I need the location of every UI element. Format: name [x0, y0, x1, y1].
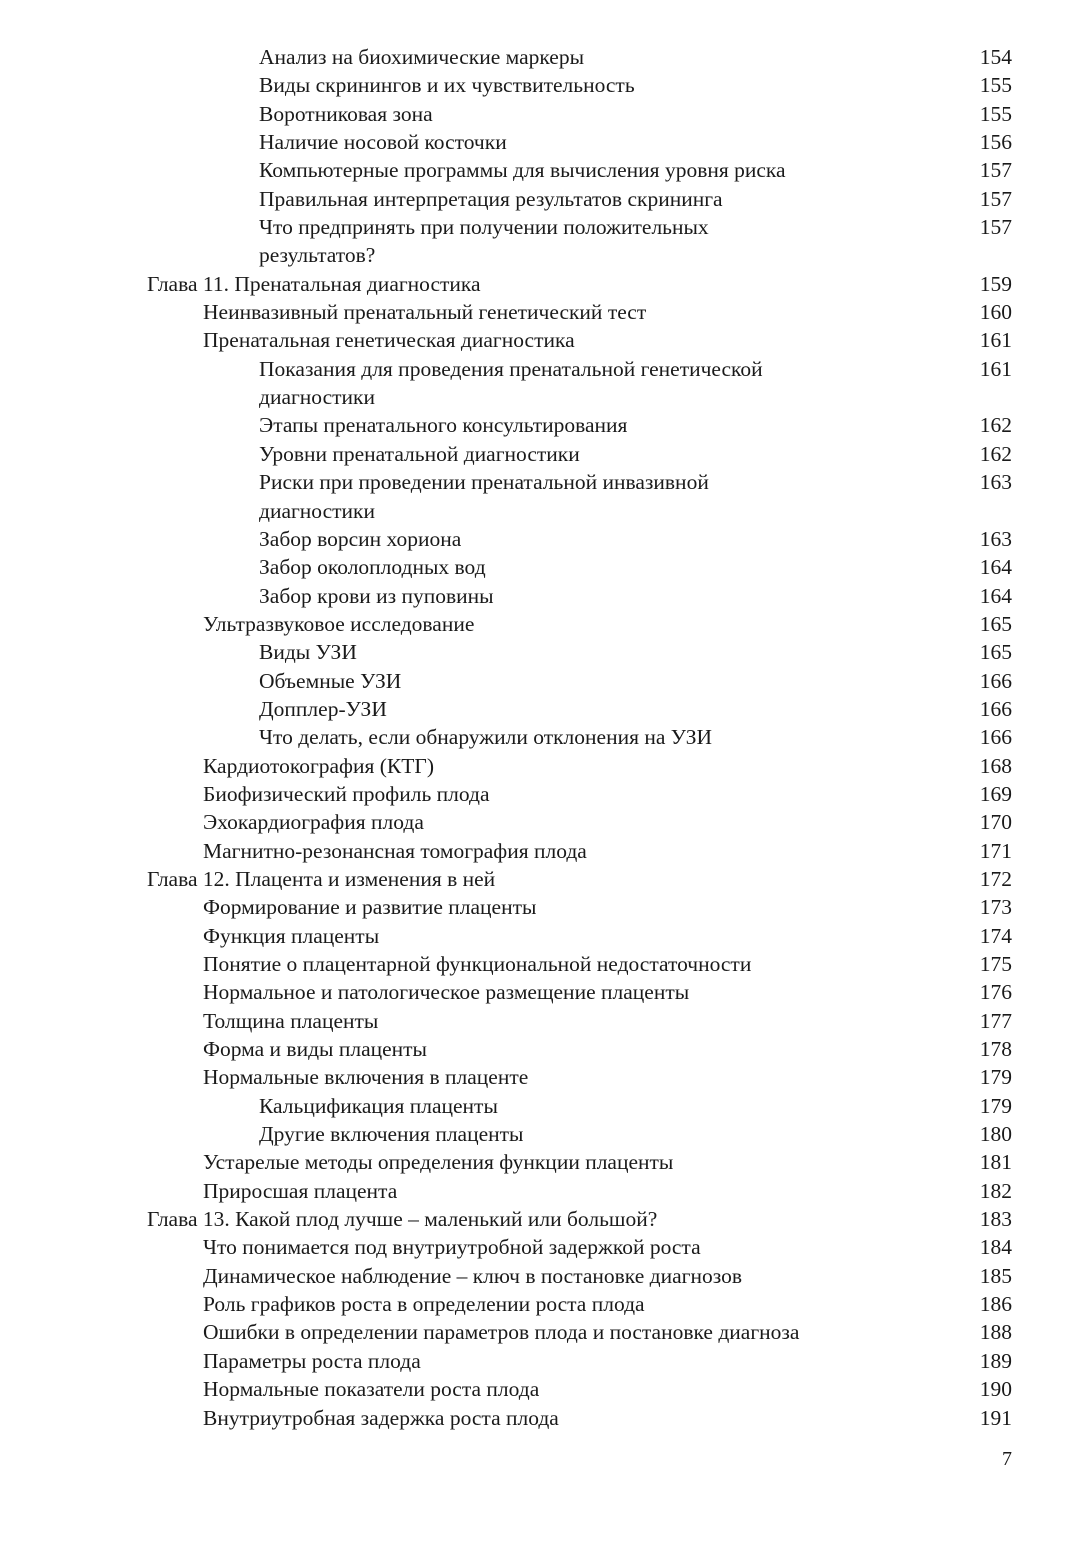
toc-entry [0, 1262, 1080, 1290]
toc-entry-title: Виды УЗИ [259, 640, 357, 665]
toc-entry [0, 723, 1080, 751]
toc-entry-page: 164 [979, 583, 1012, 608]
toc-entry [0, 1233, 1080, 1261]
toc-entry-title: Риски при проведении пренатальной инвазивной диагностики [259, 470, 709, 523]
toc-entry-page: 160 [979, 300, 1012, 325]
toc-entry-page: 163 [979, 470, 1012, 495]
toc-entry [0, 213, 1080, 270]
toc-entry-page: 170 [979, 810, 1012, 835]
toc-entry-title: Форма и виды плаценты [203, 1037, 428, 1062]
toc-entry-title: Забор околоплодных вод [259, 555, 486, 580]
toc-entry-title: Пренатальная генетическая диагностика [203, 328, 575, 353]
toc-entry-page: 163 [979, 526, 1012, 551]
toc-entry-page: 155 [979, 101, 1012, 126]
toc-entry-title: Нормальное и патологическое размещение плаценты [203, 980, 690, 1005]
toc-entry [0, 1347, 1080, 1375]
toc-entry-page: 162 [979, 413, 1012, 438]
toc-entry-title: Глава 13. Какой плод лучше – маленький или большой? [147, 1207, 658, 1232]
toc-entry-title: Наличие носовой косточки [259, 130, 507, 155]
toc-entry [0, 553, 1080, 581]
toc-entry-page: 183 [979, 1207, 1012, 1232]
toc-entry-title: Допплер-УЗИ [259, 696, 387, 721]
toc-entry-page: 181 [979, 1150, 1012, 1175]
toc-entry-page: 156 [979, 130, 1012, 155]
toc-entry [0, 1063, 1080, 1091]
toc-entry [0, 667, 1080, 695]
toc-entry [0, 355, 1080, 412]
toc-entry [0, 978, 1080, 1006]
toc-entry [0, 1035, 1080, 1063]
toc-entry-title: Ультразвуковое исследование [203, 611, 475, 636]
toc-entry-title: Понятие о плацентарной функциональной недостаточности [203, 952, 752, 976]
toc-entry-title: Магнитно-резонансная томография плода [203, 838, 587, 863]
toc-chapter-entry [0, 865, 1080, 893]
toc-entry-page: 166 [979, 725, 1012, 750]
toc-entry-page: 179 [979, 1093, 1012, 1118]
toc-entry-title: Толщина плаценты [203, 1008, 379, 1033]
toc-entry [0, 922, 1080, 950]
toc-entry-page: 186 [979, 1292, 1012, 1317]
toc-entry [0, 893, 1080, 921]
toc-entry-title: Параметры роста плода [203, 1348, 421, 1373]
toc-entry [0, 638, 1080, 666]
toc-entry-page: 179 [979, 1065, 1012, 1090]
toc-entry-page: 176 [979, 980, 1012, 1005]
toc-entry-title: Ошибки в определении параметров плода и постановке диагноза [203, 1320, 800, 1345]
toc-entry-title: Кардиотокография (КТГ) [203, 753, 434, 778]
toc-entry-title: Устарелые методы определения функции плаценты [203, 1150, 674, 1175]
toc-entry [0, 326, 1080, 354]
toc-entry-page: 155 [979, 73, 1012, 98]
toc-entry [0, 440, 1080, 468]
toc-entry-title: Роль графиков роста в определении роста плода [203, 1292, 645, 1317]
toc-entry-page: 157 [979, 186, 1012, 211]
toc-entry-page: 171 [979, 838, 1012, 863]
toc-entry-title: Что предпринять при получении положительных результатов? [259, 215, 709, 268]
toc-entry [0, 1092, 1080, 1120]
toc-entry-title: Этапы пренатального консультирования [259, 413, 628, 438]
toc-entry-page: 165 [979, 640, 1012, 665]
toc-entry [0, 1375, 1080, 1403]
toc-entry-title: Виды скринингов и их чувствительность [259, 73, 635, 98]
toc-entry-page: 177 [979, 1008, 1012, 1033]
toc-entry [0, 1290, 1080, 1318]
toc-entry-page: 188 [979, 1320, 1012, 1345]
toc-entry-title: Другие включения плаценты [259, 1122, 524, 1147]
toc-entry [0, 752, 1080, 780]
toc-entry-page: 190 [979, 1377, 1012, 1402]
toc-entry-title: Объемные УЗИ [259, 668, 402, 693]
toc-entry [0, 837, 1080, 865]
toc-entry [0, 1318, 1080, 1346]
toc-entry-page: 168 [979, 753, 1012, 778]
toc-entry-title: Что делать, если обнаружили отклонения на УЗИ [259, 725, 713, 750]
toc-entry-page: 184 [979, 1235, 1012, 1260]
toc-entry-page: 189 [979, 1348, 1012, 1373]
toc-entry-page: 169 [979, 781, 1012, 806]
toc-entry-title: Глава 12. Плацента и изменения в ней [147, 866, 496, 891]
toc-entry-title: Неинвазивный пренатальный генетический тест [203, 300, 647, 325]
toc-entry-title: Забор ворсин хориона [259, 526, 462, 551]
toc-entry-page: 161 [979, 328, 1012, 353]
toc-entry-title: Функция плаценты [203, 923, 380, 948]
toc-entry-page: 173 [979, 895, 1012, 920]
toc-entry-title: Воротниковая зона [259, 101, 433, 126]
toc-entry [0, 950, 1080, 978]
toc-entry-page: 161 [979, 356, 1012, 381]
toc-entry-title: Компьютерные программы для вычисления уровня риска [259, 158, 786, 183]
toc-entry [0, 695, 1080, 723]
toc-entry-title: Кальцификация плаценты [259, 1093, 498, 1118]
toc-entry [0, 1148, 1080, 1176]
toc-entry [0, 610, 1080, 638]
toc-entry-title: Анализ на биохимические маркеры [259, 45, 585, 69]
toc-entry [0, 298, 1080, 326]
toc-entry [0, 1404, 1080, 1432]
toc-entry-page: 159 [979, 271, 1012, 296]
toc-entry-page: 172 [979, 866, 1012, 891]
toc-entry-title: Приросшая плацента [203, 1178, 398, 1203]
toc-entry [0, 1177, 1080, 1205]
toc-entry [0, 411, 1080, 439]
toc-entry-page: 174 [979, 923, 1012, 948]
toc-entry [0, 808, 1080, 836]
toc-entry-page: 157 [979, 215, 1012, 240]
toc-entry [0, 1007, 1080, 1035]
toc-entry-title: Нормальные включения в плаценте [203, 1065, 529, 1090]
toc-entry-title: Глава 11. Пренатальная диагностика [147, 271, 481, 296]
toc-entry-title: Внутриутробная задержка роста плода [203, 1405, 559, 1430]
toc-entry-title: Динамическое наблюдение – ключ в постановке диагнозов [203, 1263, 742, 1288]
toc-entry-title: Нормальные показатели роста плода [203, 1377, 540, 1402]
toc-entry [0, 71, 1080, 99]
toc-chapter-entry [0, 270, 1080, 298]
toc-entry-title: Биофизический профиль плода [203, 781, 490, 806]
toc-entry [0, 525, 1080, 553]
toc-entry [0, 780, 1080, 808]
toc-entry-page: 157 [979, 158, 1012, 183]
toc-entry [0, 156, 1080, 184]
toc-entry-title: Правильная интерпретация результатов скрининга [259, 186, 723, 211]
toc-entry [0, 128, 1080, 156]
toc-entry-page: 175 [979, 952, 1012, 976]
toc-entry-page: 185 [979, 1263, 1012, 1288]
toc-entry-page: 162 [979, 441, 1012, 466]
toc-entry [0, 43, 1080, 71]
toc-entry-page: 178 [979, 1037, 1012, 1062]
toc-chapter-entry [0, 1205, 1080, 1233]
toc-entry [0, 468, 1080, 525]
toc-entry [0, 185, 1080, 213]
toc-entry-title: Что понимается под внутриутробной задержкой роста [203, 1235, 701, 1260]
toc-entry-title: Формирование и развитие плаценты [203, 895, 537, 920]
toc-entry-title: Забор крови из пуповины [259, 583, 494, 608]
toc-entry [0, 100, 1080, 128]
toc-entry-page: 191 [979, 1405, 1012, 1430]
toc-entry-page: 182 [979, 1178, 1012, 1203]
toc-entry-page: 166 [979, 668, 1012, 693]
toc-entry-page: 166 [979, 696, 1012, 721]
toc-entry [0, 582, 1080, 610]
table-of-contents [0, 43, 1080, 1432]
toc-entry-title: Показания для проведения пренатальной генетической диагностики [259, 356, 763, 410]
toc-entry-page: 165 [979, 611, 1012, 636]
page-number: 7 [1002, 1448, 1012, 1470]
toc-entry-page: 154 [979, 45, 1012, 69]
toc-entry-title: Уровни пренатальной диагностики [259, 441, 580, 466]
toc-entry [0, 1120, 1080, 1148]
toc-entry-page: 180 [979, 1122, 1012, 1147]
toc-entry-page: 164 [979, 555, 1012, 580]
toc-entry-title: Эхокардиография плода [203, 810, 424, 835]
